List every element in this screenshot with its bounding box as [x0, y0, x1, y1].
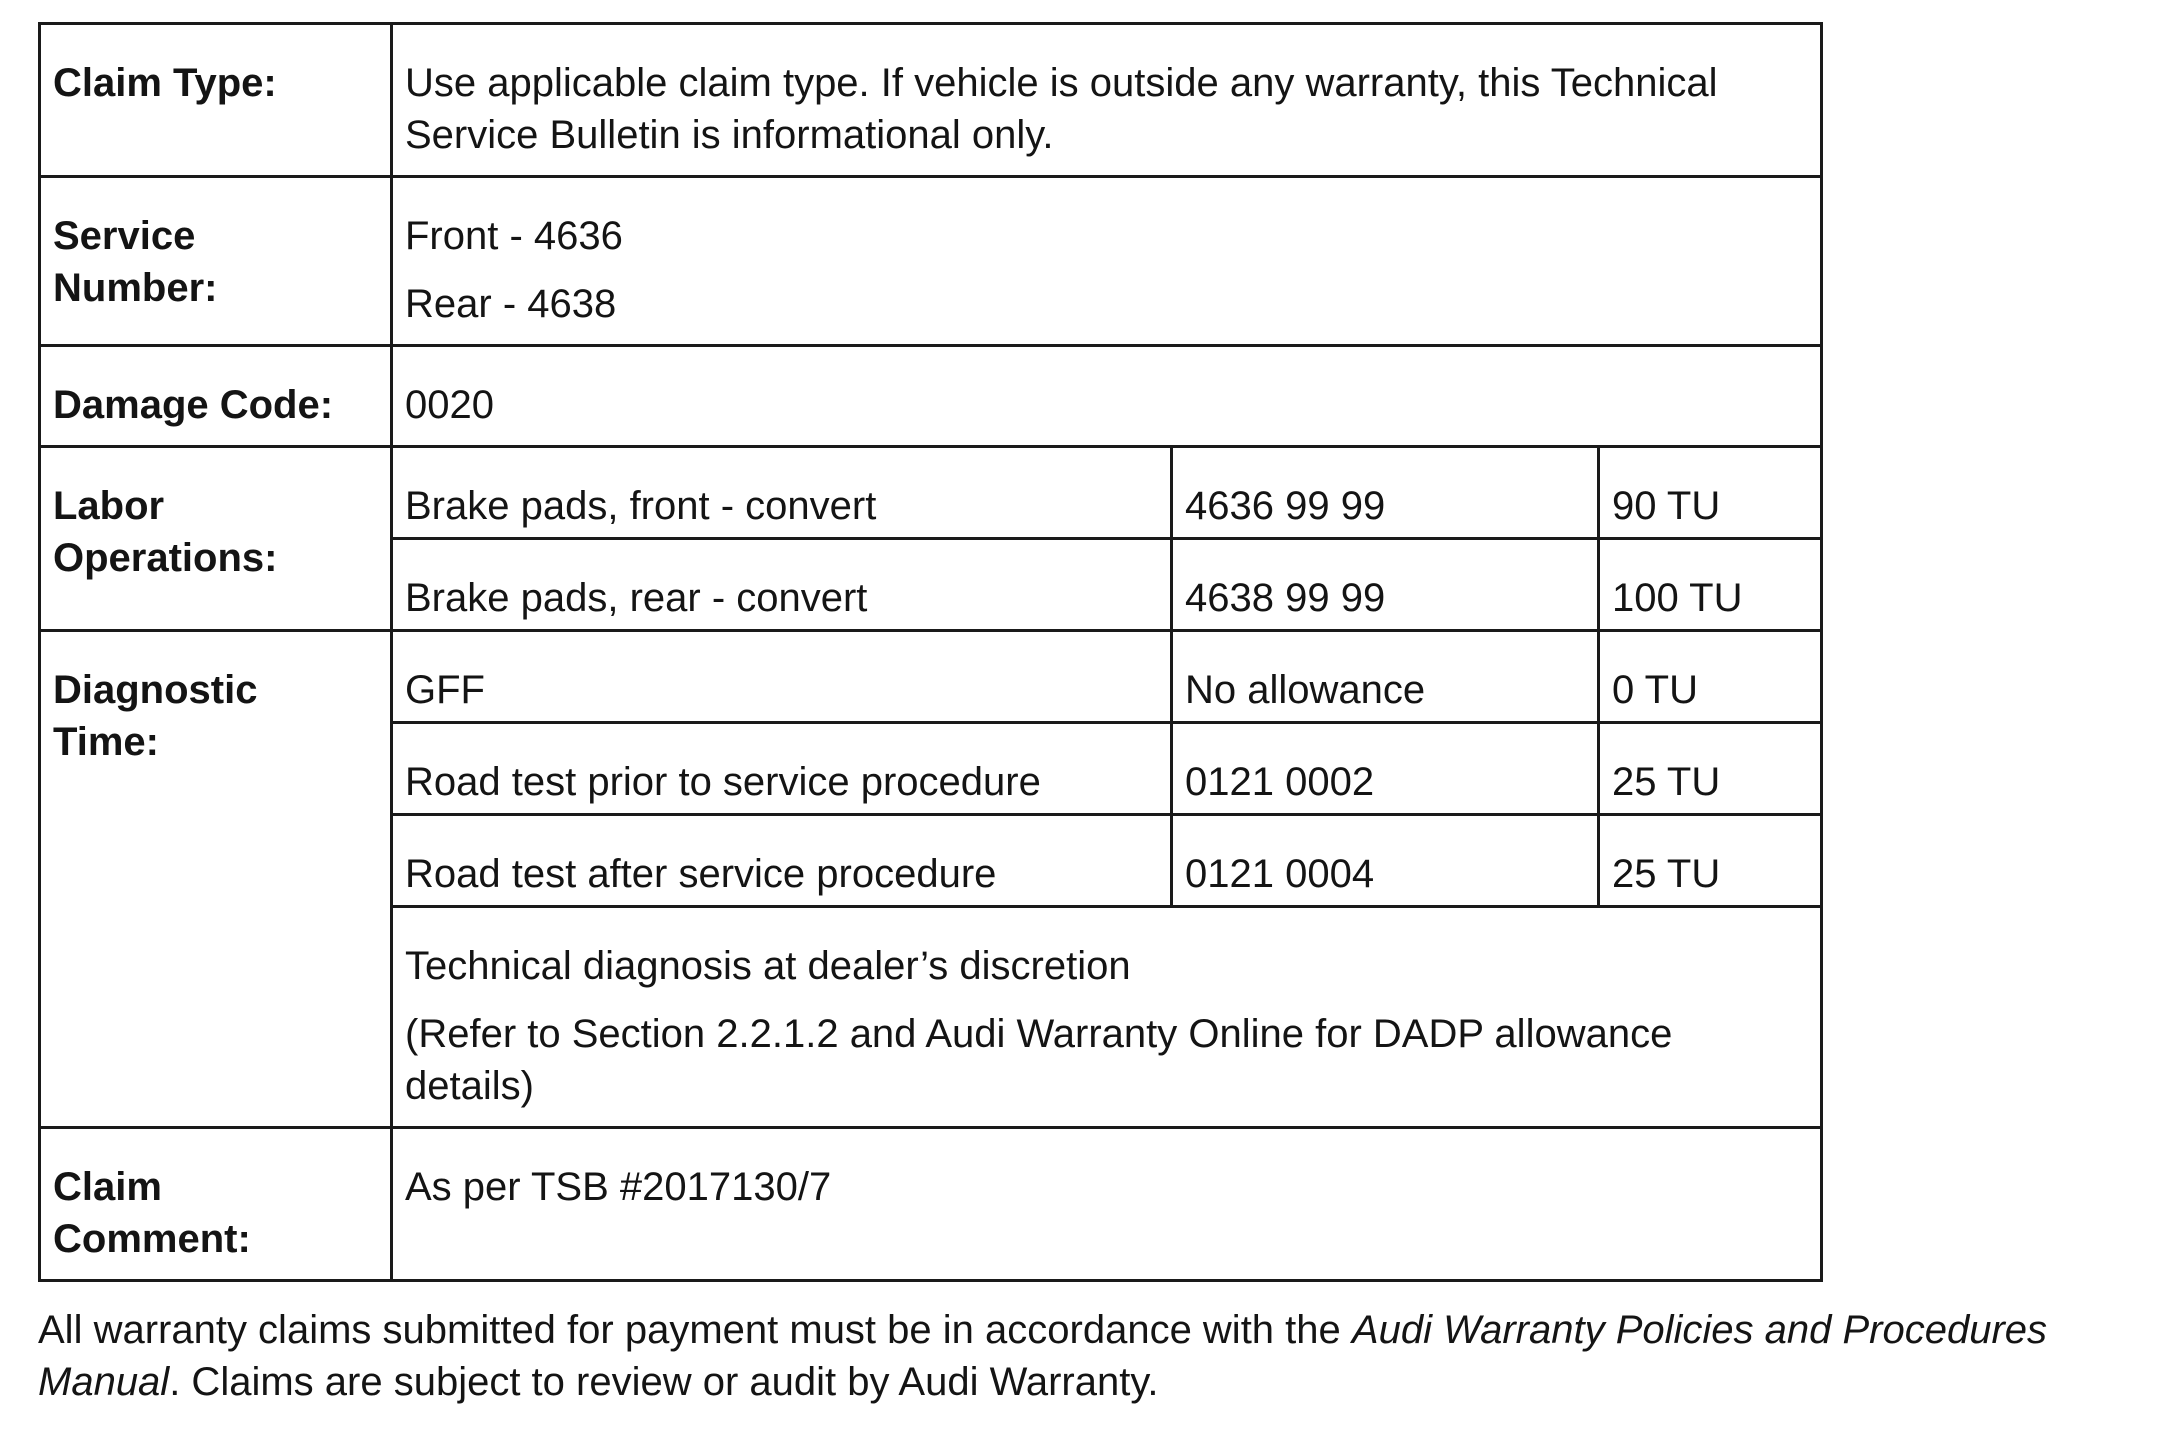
labor-operations-label-line2: Operations:	[53, 536, 278, 580]
claim-type-label: Claim Type:	[40, 24, 392, 177]
service-number-label	[40, 177, 392, 346]
diagnostic-note-line1: Technical diagnosis at dealer’s discretion	[405, 944, 1131, 988]
footer-text-after: . Claims are subject to review or audit by Audi Warranty.	[169, 1360, 1159, 1404]
labor-operation-time: 100 TU	[1599, 539, 1822, 631]
diagnostic-time-value: 25 TU	[1599, 723, 1822, 815]
claim-type-row	[40, 24, 1822, 177]
damage-code-row	[40, 346, 1822, 447]
diagnostic-description: Road test prior to service procedure	[392, 723, 1172, 815]
service-number-front: Front - 4636	[405, 214, 623, 258]
damage-code-label: Damage Code:	[40, 346, 392, 447]
diagnostic-code: No allowance	[1172, 631, 1599, 723]
service-number-value	[392, 177, 1822, 346]
claim-comment-label-line2: Comment:	[53, 1217, 251, 1261]
service-number-rear: Rear - 4638	[405, 282, 617, 326]
footer-text-before: All warranty claims submitted for payment must be in accordance with the	[38, 1308, 1352, 1352]
labor-operation-code: 4638 99 99	[1172, 539, 1599, 631]
labor-operation-time: 90 TU	[1599, 447, 1822, 539]
service-number-row	[40, 177, 1822, 346]
diagnostic-time-value: 25 TU	[1599, 815, 1822, 907]
damage-code-value: 0020	[392, 346, 1822, 447]
claim-comment-value: As per TSB #2017130/7	[392, 1128, 1822, 1281]
claim-comment-row	[40, 1128, 1822, 1281]
diagnostic-time-label-line1: Diagnostic	[53, 668, 258, 712]
claim-comment-label-line1: Claim	[53, 1165, 162, 1209]
warranty-claim-document	[38, 22, 2138, 1448]
labor-operation-code: 4636 99 99	[1172, 447, 1599, 539]
diagnostic-description: Road test after service procedure	[392, 815, 1172, 907]
diagnostic-code: 0121 0002	[1172, 723, 1599, 815]
claim-comment-label	[40, 1128, 392, 1281]
diagnostic-description: GFF	[392, 631, 1172, 723]
diagnostic-time-value: 0 TU	[1599, 631, 1822, 723]
footer-manual-title: Audi Warranty Policies and Procedures Manual	[38, 1308, 2048, 1404]
labor-operations-label	[40, 447, 392, 631]
warranty-footer-note	[38, 1304, 2138, 1408]
labor-operation-row	[40, 447, 1822, 539]
diagnostic-code: 0121 0004	[1172, 815, 1599, 907]
service-number-label-line1: Service	[53, 214, 196, 258]
diagnostic-time-label	[40, 631, 392, 1128]
warranty-claim-table	[38, 22, 1823, 1282]
labor-operations-label-line1: Labor	[53, 484, 165, 528]
diagnostic-note	[392, 907, 1822, 1128]
claim-type-value: Use applicable claim type. If vehicle is outside any warranty, this Technical Service Bulletin is informational only.	[392, 24, 1822, 177]
diagnostic-note-line2: (Refer to Section 2.2.1.2 and Audi Warranty Online for DADP allowance details)	[405, 1012, 1673, 1108]
diagnostic-time-label-line2: Time:	[53, 720, 159, 764]
labor-operation-description: Brake pads, front - convert	[392, 447, 1172, 539]
diagnostic-time-row	[40, 631, 1822, 723]
service-number-label-line2: Number:	[53, 266, 218, 310]
labor-operation-description: Brake pads, rear - convert	[392, 539, 1172, 631]
